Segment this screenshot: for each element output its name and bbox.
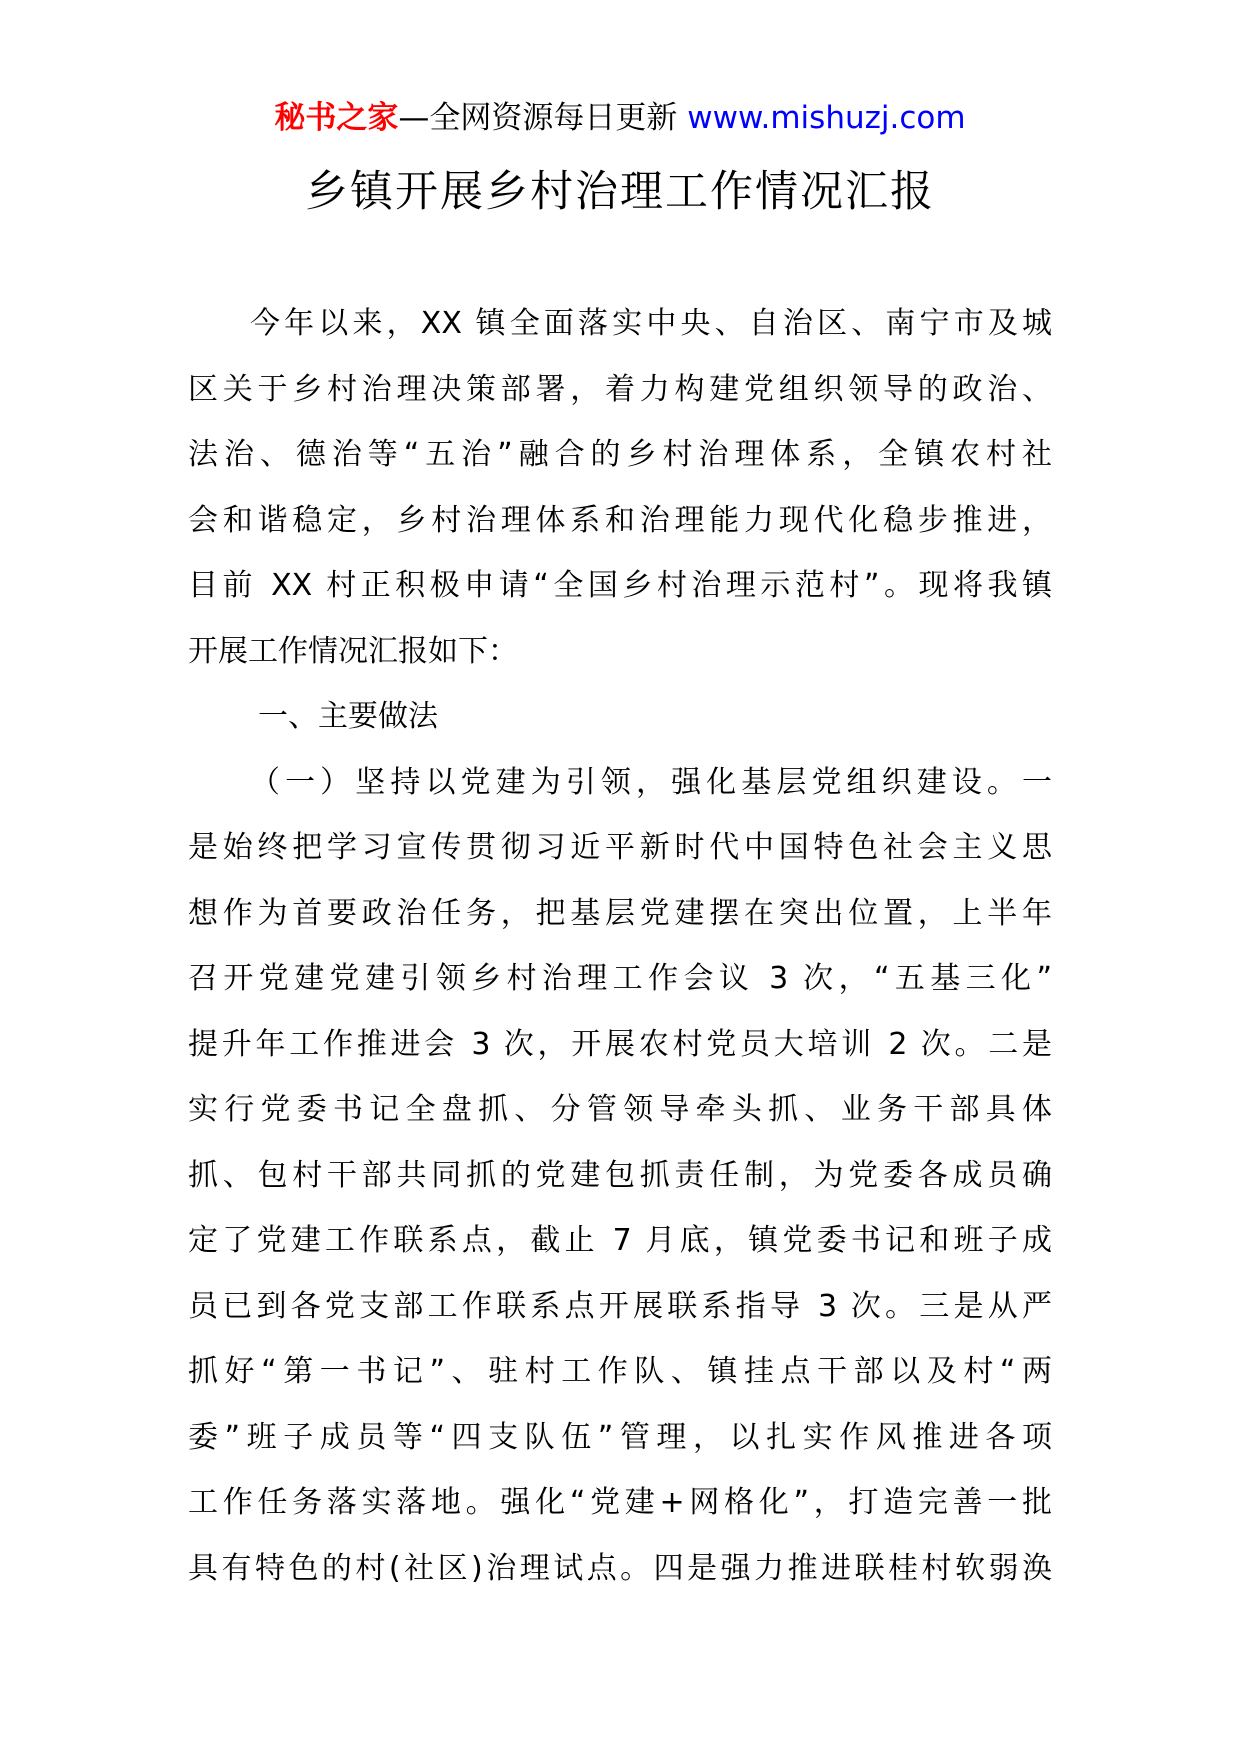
paragraph-line: 目前 XX 村正积极申请“全国乡村治理示范村”。现将我镇 (188, 568, 1052, 603)
paragraph-line: 抓好“第一书记”、驻村工作队、镇挂点干部以及村“两 (188, 1354, 1052, 1389)
paragraph-line: 定了党建工作联系点，截止 7 月底，镇党委书记和班子成 (188, 1223, 1052, 1258)
paragraph-line: 实行党委书记全盘抓、分管领导牵头抓、业务干部具体 (188, 1092, 1052, 1127)
paragraph-line: 工作任务落实落地。强化“党建+网格化”，打造完善一批 (188, 1485, 1052, 1520)
paragraph-line: 召开党建党建引领乡村治理工作会议 3 次，“五基三化” (188, 961, 1052, 996)
site-url-link[interactable]: www.mishuzj.com (687, 100, 966, 136)
section-heading: 一、主要做法 (258, 699, 438, 734)
paragraph-line: 会和谐稳定，乡村治理体系和治理能力现代化稳步推进， (188, 502, 1052, 538)
paragraph-line: 想作为首要政治任务，把基层党建摆在突出位置，上半年 (188, 895, 1052, 931)
paragraph-line: 委”班子成员等“四支队伍”管理，以扎实作风推进各项 (188, 1419, 1052, 1455)
paragraph-line: 法治、德治等“五治”融合的乡村治理体系，全镇农村社 (188, 437, 1052, 472)
document-body (188, 291, 1052, 1601)
paragraph-line: （一）坚持以党建为引领，强化基层党组织建设。一 (250, 764, 1052, 800)
header-tagline: —全网资源每日更新 (398, 100, 688, 136)
site-header (0, 98, 1240, 138)
paragraph-line: 开展工作情况汇报如下： (188, 633, 518, 669)
paragraph-line: 是始终把学习宣传贯彻习近平新时代中国特色社会主义思 (188, 830, 1052, 865)
paragraph-line: 具有特色的村(社区)治理试点。四是强力推进联桂村软弱涣 (188, 1550, 1052, 1586)
paragraph-line: 员已到各党支部工作联系点开展联系指导 3 次。三是从严 (188, 1288, 1052, 1324)
paragraph-line: 今年以来，XX 镇全面落实中央、自治区、南宁市及城 (250, 306, 1052, 341)
paragraph-line: 提升年工作推进会 3 次，开展农村党员大培训 2 次。二是 (188, 1026, 1052, 1062)
paragraph-line: 区关于乡村治理决策部署，着力构建党组织领导的政治、 (188, 371, 1052, 407)
paragraph-line: 抓、包村干部共同抓的党建包抓责任制，为党委各成员确 (188, 1157, 1052, 1193)
brand-name: 秘书之家 (274, 100, 399, 136)
document-title: 乡镇开展乡村治理工作情况汇报 (305, 167, 935, 217)
